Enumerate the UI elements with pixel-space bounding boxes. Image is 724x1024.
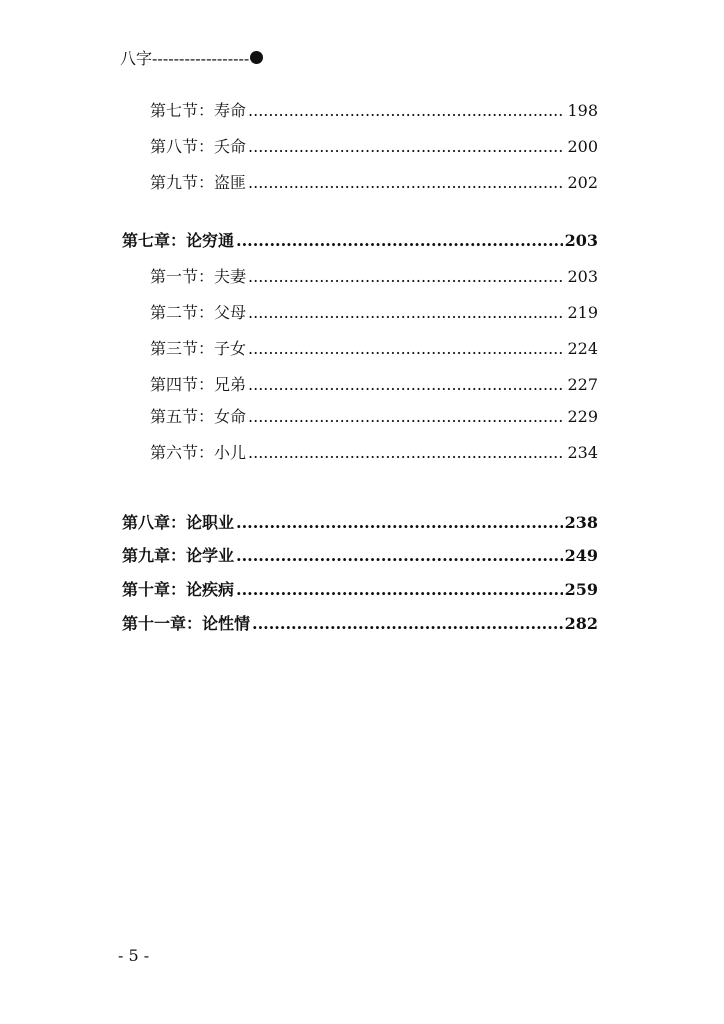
toc-chapter-label: 第九章：论学业: [122, 546, 235, 565]
toc-entry: [150, 372, 598, 395]
toc-entry: [150, 170, 598, 193]
toc-chapter-label: 第十章：论疾病: [122, 580, 235, 599]
toc-entry-label: 第五节：女命: [150, 407, 247, 426]
toc-entry-page: 224: [567, 339, 598, 358]
dot-leader: [248, 443, 565, 462]
toc-chapter: [122, 510, 598, 533]
dot-leader: [236, 546, 563, 565]
toc-chapter: [122, 577, 598, 600]
toc-chapter-page: 249: [564, 546, 598, 565]
dot-leader: [248, 339, 565, 358]
toc-entry-page: 229: [567, 407, 598, 426]
page-number: - 5 -: [118, 946, 150, 965]
dot-leader: [248, 303, 565, 322]
dot-leader: [248, 267, 565, 286]
toc-entry-label: 第七节：寿命: [150, 101, 247, 120]
toc-entry-label: 第九节：盗匪: [150, 173, 247, 192]
dot-leader: [248, 375, 565, 394]
toc-chapter: [122, 611, 598, 634]
toc-chapter: [122, 228, 598, 251]
toc-entry-label: 第四节：兄弟: [150, 375, 247, 394]
toc-entry-label: 第一节：夫妻: [150, 267, 247, 286]
toc-chapter-label: 第八章：论职业: [122, 513, 235, 532]
toc-entry-page: 200: [567, 137, 598, 156]
toc-entry: [150, 300, 598, 323]
header-title: 八字------------------: [120, 49, 250, 68]
toc-entry-page: 219: [567, 303, 598, 322]
toc-chapter: [122, 543, 598, 566]
toc-entry: [150, 336, 598, 359]
toc-entry-page: 234: [567, 443, 598, 462]
toc-entry-label: 第六节：小儿: [150, 443, 247, 462]
toc-entry-label: 第八节：夭命: [150, 137, 247, 156]
toc-entry: [150, 98, 598, 121]
toc-chapter-label: 第十一章：论性情: [122, 614, 251, 633]
toc-entry: [150, 264, 598, 287]
dot-leader: [236, 231, 563, 250]
dot-leader: [248, 407, 565, 426]
toc-entry-label: 第三节：子女: [150, 339, 247, 358]
dot-leader: [252, 614, 563, 633]
dot-leader: [248, 137, 565, 156]
toc-entry-page: 203: [567, 267, 598, 286]
running-header: [120, 46, 263, 69]
toc-entry-page: 227: [567, 375, 598, 394]
toc-chapter-label: 第七章：论穷通: [122, 231, 235, 250]
toc-entry: [150, 404, 598, 427]
toc-entry: [150, 440, 598, 463]
dot-leader: [236, 513, 563, 532]
dot-leader: [248, 101, 565, 120]
toc-entry: [150, 134, 598, 157]
toc-chapter-page: 282: [564, 614, 598, 633]
toc-chapter-page: 238: [564, 513, 598, 532]
toc-chapter-page: 203: [564, 231, 598, 250]
toc-entry-page: 198: [567, 101, 598, 120]
dot-leader: [248, 173, 565, 192]
bullet-dot-icon: [250, 51, 263, 64]
dot-leader: [236, 580, 563, 599]
toc-entry-page: 202: [567, 173, 598, 192]
toc-chapter-page: 259: [564, 580, 598, 599]
toc-entry-label: 第二节：父母: [150, 303, 247, 322]
